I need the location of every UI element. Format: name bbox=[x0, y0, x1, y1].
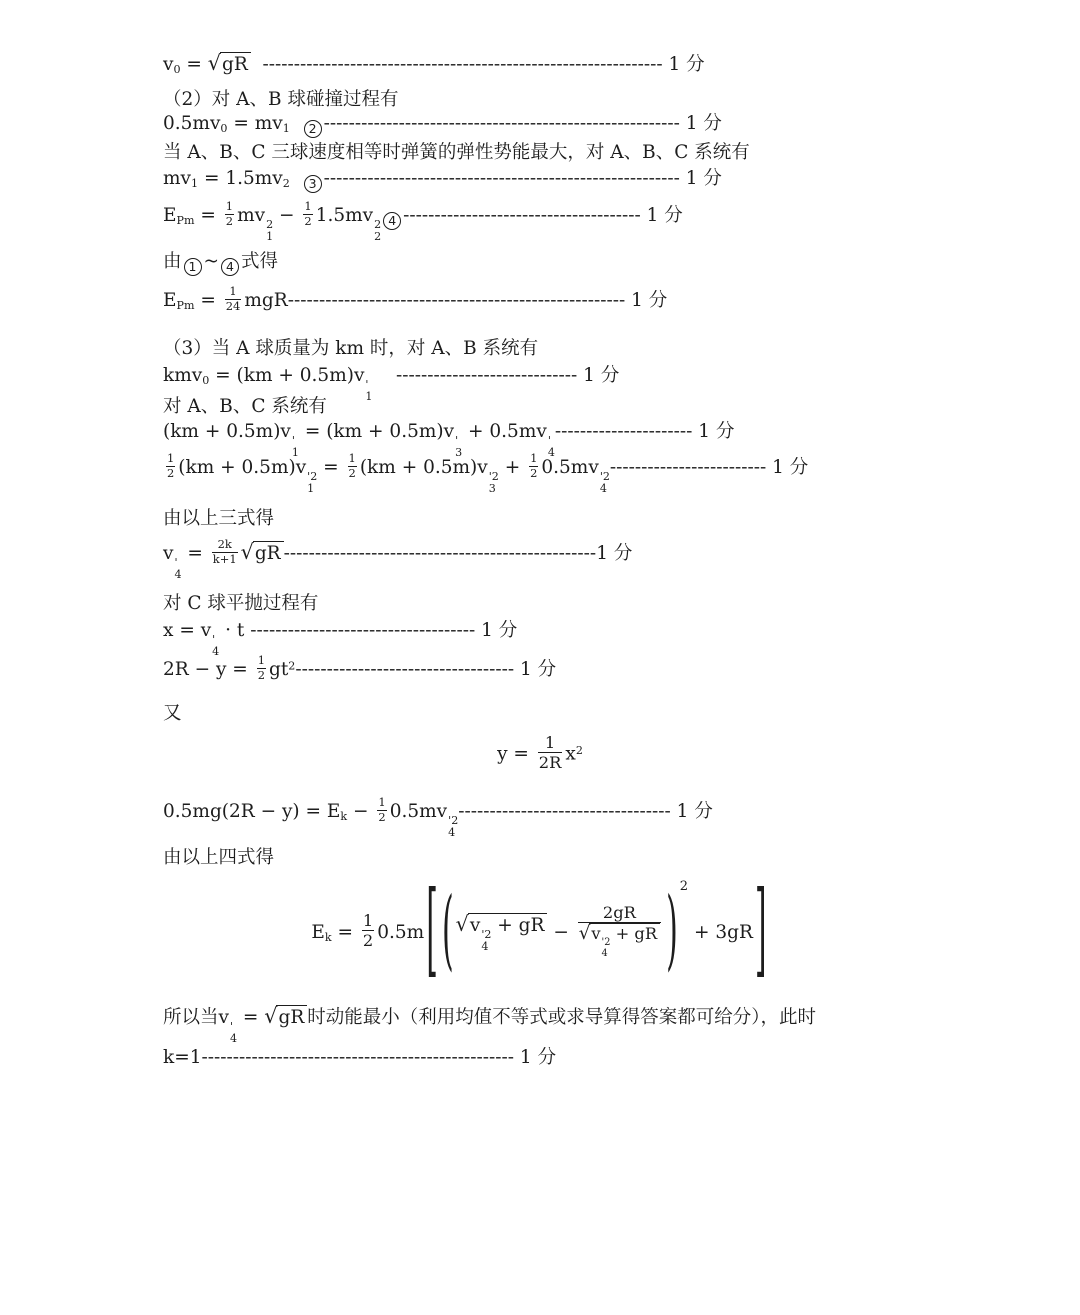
score-label: 1 分 bbox=[692, 421, 735, 442]
dotted-leader: --------------------------------------------------------- bbox=[323, 168, 680, 189]
txt-part2 bbox=[163, 88, 399, 111]
text-run: gR bbox=[254, 543, 281, 565]
fraction bbox=[225, 285, 242, 313]
subscript: 2 bbox=[282, 177, 290, 191]
text-run: 0.5m bbox=[377, 922, 425, 944]
sqrt-content bbox=[253, 541, 284, 565]
text-run: · t bbox=[219, 620, 251, 641]
text-run: kmv bbox=[163, 365, 203, 386]
denominator bbox=[166, 466, 175, 481]
text-run: + 0.5mv bbox=[462, 421, 547, 442]
sqrt-expression bbox=[456, 913, 548, 952]
eq-x bbox=[163, 619, 517, 657]
txt-conclusion bbox=[163, 1005, 816, 1044]
fraction bbox=[212, 538, 238, 566]
denominator bbox=[538, 752, 563, 772]
fraction bbox=[362, 911, 374, 950]
exponent: 2 bbox=[679, 879, 689, 894]
txt-also bbox=[163, 702, 182, 725]
eq-ek bbox=[0, 871, 1080, 991]
eq-abc-momentum bbox=[163, 420, 734, 458]
text-run: E bbox=[163, 290, 177, 312]
text-run: 2 bbox=[530, 465, 538, 480]
txt-from-four bbox=[163, 846, 274, 869]
subscript: 1 bbox=[365, 389, 373, 403]
text-run: k=1 bbox=[163, 1047, 202, 1068]
denominator bbox=[377, 810, 386, 825]
subscript: 4 bbox=[599, 481, 607, 495]
text-run: 0.5mv bbox=[541, 457, 599, 479]
denominator bbox=[212, 552, 238, 567]
score-label: 1 分 bbox=[577, 365, 620, 386]
numerator bbox=[226, 200, 233, 214]
sub-sup-stack bbox=[374, 219, 381, 242]
subscript: k bbox=[340, 810, 348, 824]
text-run: = mv bbox=[227, 113, 283, 134]
text-run: 2R bbox=[538, 753, 562, 773]
text-run: = 1.5mv bbox=[198, 168, 283, 189]
dotted-leader: -------------------------------------------------- bbox=[283, 543, 597, 565]
text-run: + bbox=[498, 457, 527, 479]
text-run: 2 bbox=[257, 667, 265, 682]
subscript: Pm bbox=[176, 214, 195, 228]
text-run: − bbox=[547, 922, 575, 944]
text-run: 2 bbox=[167, 465, 175, 480]
superscript: ' bbox=[291, 433, 295, 447]
superscript: ' bbox=[229, 1019, 234, 1033]
sqrt-content bbox=[220, 52, 251, 76]
text-run: 1 bbox=[304, 199, 312, 213]
fraction bbox=[377, 796, 386, 824]
sub-sup-stack bbox=[489, 471, 499, 494]
dotted-leader: ------------------------- bbox=[609, 457, 767, 479]
subscript: 0 bbox=[202, 374, 210, 388]
sqrt-expression bbox=[264, 1005, 307, 1029]
sub-sup-stack bbox=[600, 471, 610, 494]
score-label: 1 分 bbox=[640, 205, 683, 227]
text-run: 又 bbox=[163, 703, 182, 724]
text-run: v bbox=[163, 54, 174, 75]
fraction bbox=[166, 452, 175, 480]
text-run: 0.5mg(2R − y) = E bbox=[163, 801, 341, 823]
radical-sign: √ bbox=[578, 923, 591, 945]
text-run: mgR bbox=[244, 290, 288, 312]
sub-sup-stack bbox=[602, 938, 611, 959]
subscript: Pm bbox=[176, 299, 195, 313]
text-run: 时动能最小（利用均值不等式或求导算得答案都可给分），此时 bbox=[307, 1007, 817, 1028]
text-run: x bbox=[565, 743, 576, 765]
text-run: 1 bbox=[362, 911, 374, 931]
inline-group bbox=[377, 921, 424, 944]
text-run: E bbox=[163, 205, 177, 227]
dotted-leader: ---------------------------------------------------------------- bbox=[262, 54, 663, 75]
stretch-delimiter: [ bbox=[426, 871, 438, 991]
text-run: 由 bbox=[163, 251, 182, 272]
fraction bbox=[303, 200, 312, 228]
sqrt-expression bbox=[579, 923, 660, 959]
subscript: 4 bbox=[601, 947, 608, 959]
text-run: 当 A、B、C 三球速度相等时弹簧的弹性势能最大，对 A、B、C 系统有 bbox=[163, 142, 750, 163]
fraction bbox=[257, 654, 266, 682]
text-run: = bbox=[331, 922, 359, 944]
text-run: v bbox=[163, 543, 174, 565]
text-run: ~ bbox=[203, 251, 220, 272]
score-label: 1 分 bbox=[514, 659, 557, 681]
text-run: 由以上三式得 bbox=[163, 508, 275, 529]
text-run: 所以当v bbox=[163, 1007, 229, 1028]
stretch-delimiter: ( bbox=[441, 880, 454, 983]
superscript: 2 bbox=[266, 217, 274, 231]
text-run: 2 bbox=[348, 465, 356, 480]
text-run: (km + 0.5m)v bbox=[163, 421, 291, 442]
superscript: '2 bbox=[488, 469, 499, 483]
text-run: (km + 0.5m)v bbox=[359, 457, 488, 479]
eq-epm-result bbox=[163, 284, 668, 315]
superscript: ' bbox=[174, 555, 178, 569]
text-run: v bbox=[591, 924, 601, 944]
text-run: 对 A、B、C 系统有 bbox=[163, 396, 327, 417]
superscript: 2 bbox=[374, 217, 382, 231]
numerator bbox=[229, 285, 236, 299]
fraction bbox=[348, 452, 357, 480]
superscript: '2 bbox=[307, 469, 318, 483]
subscript: 1 bbox=[291, 445, 299, 459]
text-run: （3）当 A 球质量为 km 时，对 A、B 系统有 bbox=[163, 338, 539, 359]
score-label: 1 分 bbox=[766, 457, 809, 479]
subscript: 2 bbox=[374, 229, 382, 243]
text-run: 1 bbox=[530, 451, 538, 465]
circled-number: 4 bbox=[383, 212, 401, 230]
superscript: 2 bbox=[288, 659, 296, 673]
txt-projectile bbox=[163, 592, 318, 615]
text-run: 2 bbox=[362, 931, 374, 951]
text-run: E bbox=[311, 922, 325, 944]
eq-parabola bbox=[0, 735, 1080, 774]
circled-number: 3 bbox=[304, 175, 322, 193]
fraction bbox=[578, 903, 661, 959]
numerator bbox=[167, 452, 174, 466]
eq-k1 bbox=[163, 1046, 556, 1069]
superscript: '2 bbox=[448, 813, 459, 827]
subscript: 3 bbox=[455, 445, 463, 459]
dotted-leader: ----------------------------------- bbox=[295, 659, 515, 681]
superscript: '2 bbox=[599, 469, 610, 483]
sub-sup-stack bbox=[448, 815, 458, 838]
subscript: 1 bbox=[191, 177, 199, 191]
eq-collision bbox=[163, 112, 722, 138]
eq-abc-energy bbox=[163, 451, 809, 495]
text-run: 对 C 球平抛过程有 bbox=[163, 593, 319, 614]
text-run: gR bbox=[278, 1007, 305, 1028]
denominator bbox=[225, 214, 234, 229]
text-run: 1 bbox=[348, 451, 356, 465]
dotted-leader: -------------------------------------- bbox=[403, 205, 641, 227]
text-run: 2 bbox=[225, 213, 234, 228]
text-run: mv bbox=[163, 168, 191, 189]
superscript: ' bbox=[365, 377, 369, 391]
subscript: 1 bbox=[266, 229, 274, 243]
numerator bbox=[304, 200, 311, 214]
sqrt-content bbox=[468, 913, 548, 952]
numerator bbox=[545, 733, 555, 752]
circled-number: 2 bbox=[304, 120, 322, 138]
text-run: mv bbox=[237, 205, 266, 227]
eq-momentum-3 bbox=[163, 167, 722, 193]
denominator bbox=[362, 930, 374, 950]
text-run: 2k bbox=[217, 537, 232, 551]
text-run bbox=[372, 365, 396, 386]
inline-group bbox=[547, 921, 574, 944]
subscript: 4 bbox=[547, 445, 555, 459]
text-run: 1 bbox=[225, 199, 234, 213]
radical-sign: √ bbox=[264, 1004, 278, 1028]
score-label: 1 分 bbox=[625, 290, 668, 312]
circled-number: 4 bbox=[221, 258, 239, 276]
denominator bbox=[348, 466, 357, 481]
score-label: 1 分 bbox=[670, 801, 713, 823]
score-label: 1 分 bbox=[679, 168, 722, 189]
superscript: '2 bbox=[601, 937, 611, 949]
subscript: 4 bbox=[212, 644, 220, 658]
sub-sup-stack bbox=[230, 1021, 237, 1044]
subscript: 3 bbox=[488, 481, 496, 495]
stretch-delimiter: ] bbox=[754, 871, 767, 991]
text-run: gt bbox=[268, 659, 289, 681]
text-run: = bbox=[194, 205, 222, 227]
denominator bbox=[578, 922, 661, 959]
inline-group bbox=[688, 921, 753, 944]
fraction bbox=[225, 200, 234, 228]
score-label: 1 分 bbox=[679, 113, 722, 134]
dotted-leader: ---------------------- bbox=[554, 421, 693, 442]
text-run: （2）对 A、B 球碰撞过程有 bbox=[163, 89, 399, 110]
score-label: 1 分 bbox=[475, 620, 518, 641]
txt-part3 bbox=[163, 337, 538, 360]
dotted-leader: ---------------------------------- bbox=[458, 801, 671, 823]
subscript: 1 bbox=[307, 481, 315, 495]
text-run: = (km + 0.5m)v bbox=[209, 365, 365, 386]
denominator bbox=[303, 214, 312, 229]
numerator bbox=[363, 911, 373, 930]
text-run: 1 bbox=[229, 284, 237, 298]
sqrt-content bbox=[589, 923, 660, 959]
subscript: 0 bbox=[173, 63, 181, 77]
numerator bbox=[603, 903, 636, 922]
text-run bbox=[251, 54, 263, 75]
radical-sign: √ bbox=[207, 51, 221, 75]
numerator bbox=[258, 654, 265, 668]
numerator bbox=[218, 538, 232, 552]
text-run: 24 bbox=[225, 298, 241, 313]
subscript: 4 bbox=[174, 567, 182, 581]
text-run: 2 bbox=[378, 809, 386, 824]
inline-group bbox=[311, 921, 359, 944]
txt-from-three bbox=[163, 507, 274, 530]
score-label: 1 分 bbox=[514, 1047, 557, 1068]
subscript: 1 bbox=[282, 122, 290, 136]
denominator bbox=[225, 299, 242, 314]
text-run: 0.5mv bbox=[163, 113, 221, 134]
dotted-leader: ----------------------------- bbox=[396, 365, 578, 386]
eq-v4 bbox=[163, 537, 633, 581]
text-run bbox=[290, 113, 302, 134]
text-run: 1 bbox=[167, 451, 175, 465]
sub-sup-stack bbox=[481, 929, 491, 952]
eq-v0 bbox=[163, 52, 705, 76]
text-run: x = v bbox=[163, 620, 212, 641]
score-label: 1 分 bbox=[662, 54, 705, 75]
radical-sign: √ bbox=[455, 912, 469, 937]
text-run: 1 bbox=[257, 653, 265, 667]
subscript: k bbox=[324, 931, 332, 945]
eq-y bbox=[163, 653, 557, 684]
score-label: 1 分 bbox=[596, 543, 633, 565]
sqrt-expression bbox=[241, 541, 284, 565]
dotted-leader: -------------------------------------------------- bbox=[201, 1047, 515, 1068]
text-run: + 3gR bbox=[688, 922, 753, 944]
denominator bbox=[529, 466, 538, 481]
text-run: 2gR bbox=[602, 903, 636, 922]
txt-equal-speed bbox=[163, 141, 750, 164]
dotted-leader: --------------------------------------------------------- bbox=[323, 113, 680, 134]
subscript: 4 bbox=[481, 939, 489, 953]
text-run: 1 bbox=[544, 733, 556, 752]
superscript: ' bbox=[455, 433, 459, 447]
text-run: = bbox=[194, 290, 222, 312]
text-run: + gR bbox=[610, 924, 658, 944]
text-run: − bbox=[273, 205, 301, 227]
text-run: y = bbox=[497, 743, 535, 765]
numerator bbox=[349, 452, 356, 466]
radical-sign: √ bbox=[240, 540, 254, 565]
denominator bbox=[257, 668, 266, 683]
sub-sup-stack bbox=[174, 557, 181, 580]
sqrt-expression bbox=[208, 52, 251, 76]
sub-sup-stack bbox=[307, 471, 317, 494]
txt-from-1-4 bbox=[163, 250, 278, 276]
subscript: 0 bbox=[220, 122, 228, 136]
txt-abc-system bbox=[163, 395, 327, 418]
subscript: 4 bbox=[448, 825, 456, 839]
superscript: ' bbox=[212, 632, 216, 646]
text-run: + gR bbox=[491, 915, 545, 937]
superscript: ' bbox=[547, 433, 551, 447]
eq-epm-def bbox=[163, 199, 683, 243]
superscript: 2 bbox=[575, 744, 583, 758]
text-run: 0.5mv bbox=[389, 801, 448, 823]
subscript: 4 bbox=[229, 1031, 238, 1045]
numerator bbox=[530, 452, 537, 466]
text-run: gR bbox=[221, 54, 248, 75]
numerator bbox=[378, 796, 385, 810]
text-run: = bbox=[317, 457, 345, 479]
dotted-leader: ------------------------------------ bbox=[250, 620, 476, 641]
text-run bbox=[290, 168, 302, 189]
fraction bbox=[538, 733, 563, 772]
text-run: = bbox=[237, 1007, 265, 1028]
superscript: '2 bbox=[481, 928, 492, 942]
text-run: 2R − y = bbox=[163, 659, 254, 681]
text-run: 1.5mv bbox=[315, 205, 374, 227]
text-run: v bbox=[469, 915, 481, 937]
text-run: 式得 bbox=[241, 251, 279, 272]
text-run: 由以上四式得 bbox=[163, 847, 275, 868]
text-run: k+1 bbox=[212, 551, 237, 566]
eq-energy-c bbox=[163, 795, 713, 839]
fraction bbox=[529, 452, 538, 480]
text-run: (km + 0.5m)v bbox=[178, 457, 307, 479]
text-run: − bbox=[347, 801, 375, 823]
text-run: 1 bbox=[378, 795, 386, 809]
text-run: = bbox=[180, 54, 208, 75]
text-run: = bbox=[181, 543, 209, 565]
text-run: = (km + 0.5m)v bbox=[298, 421, 455, 442]
dotted-leader: ------------------------------------------------------ bbox=[287, 290, 626, 312]
sqrt-content bbox=[276, 1005, 307, 1029]
text-run: 2 bbox=[304, 213, 312, 228]
circled-number: 1 bbox=[184, 258, 202, 276]
stretch-delimiter: ) bbox=[666, 880, 678, 983]
